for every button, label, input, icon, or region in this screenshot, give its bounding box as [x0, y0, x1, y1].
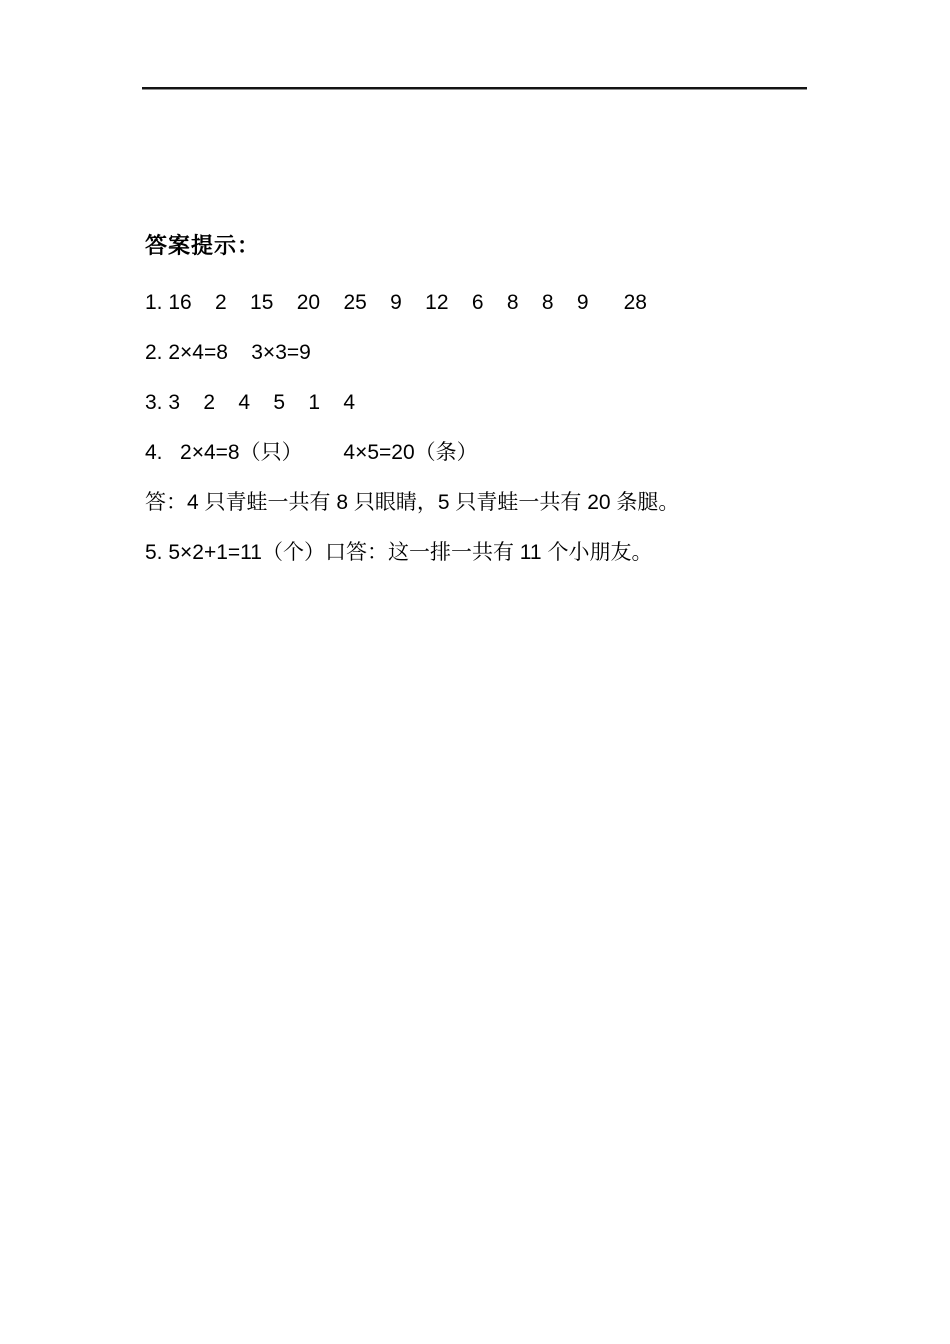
answer-line-1: 1. 16 2 15 20 25 9 12 6 8 8 9 28	[145, 291, 647, 314]
answer-line-4-reply: 答：4 只青蛙一共有 8 只眼睛，5 只青蛙一共有 20 条腿。	[145, 491, 680, 514]
answer-line-2: 2. 2×4=8 3×3=9	[145, 341, 311, 364]
answer-section	[145, 232, 860, 589]
answer-line-5: 5. 5×2+1=11（个）口答：这一排一共有 11 个小朋友。	[145, 541, 653, 564]
header-divider	[142, 87, 807, 90]
section-heading: 答案提示：	[145, 233, 261, 258]
answer-line-3: 3. 3 2 4 5 1 4	[145, 391, 356, 414]
answer-line-4: 4. 2×4=8（只） 4×5=20（条）	[145, 441, 478, 464]
